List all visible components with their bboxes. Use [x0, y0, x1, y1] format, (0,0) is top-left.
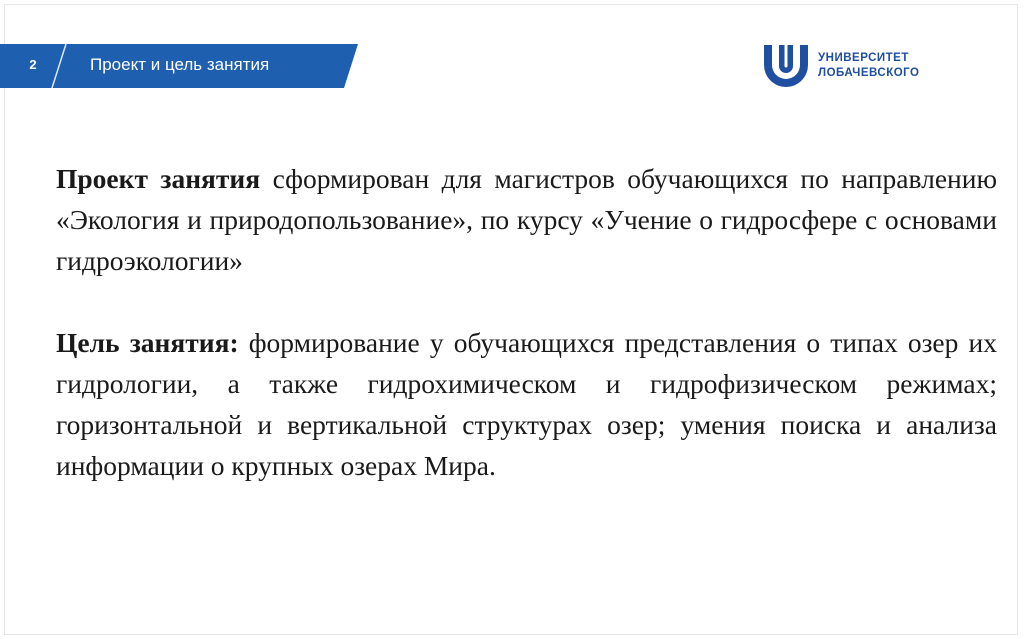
- university-logo-icon: [760, 39, 812, 89]
- project-text: сформирован для магистров обучающихся по направлению «Экология и природопользование», по курсу «Учение о гидросфере с основами гидроэкологии»: [56, 163, 998, 276]
- goal-text: формирование у обучающихся представления о типах озер их гидрологии, а также гидрохимическом и гидрофизическом режимах; горизонтальной и вертикальной структурах озер; умения поиска и анализа информации о крупных озерах Мира.: [56, 327, 997, 481]
- slide-content: [56, 158, 997, 486]
- slide-number: 2: [29, 57, 37, 72]
- logo-line-1: УНИВЕРСИТЕТ: [818, 52, 909, 64]
- university-logo: [760, 39, 950, 89]
- goal-lead: Цель занятия:: [56, 327, 239, 358]
- project-lead: Проект занятия: [56, 163, 261, 194]
- logo-line-2: ЛОБАЧЕВСКОГО: [818, 67, 920, 79]
- slide-title: Проект и цель занятия: [90, 55, 270, 74]
- goal-paragraph: [56, 322, 997, 486]
- logo-text: [818, 51, 919, 81]
- project-paragraph: [56, 158, 997, 281]
